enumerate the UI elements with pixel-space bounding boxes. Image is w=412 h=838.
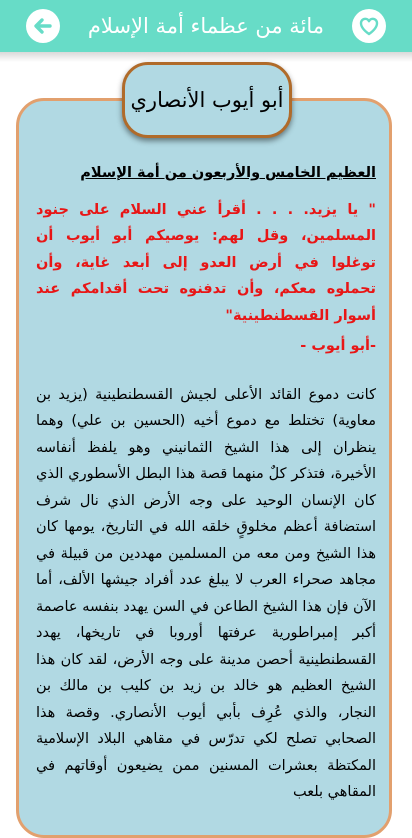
person-name-badge: أبو أيوب الأنصاري [122, 62, 292, 138]
quote-signature: -أبو أيوب - [300, 338, 376, 354]
app-bar [0, 0, 412, 52]
article-content [36, 160, 376, 806]
favorite-button[interactable] [352, 9, 386, 43]
article-heading: العظيم الخامس والأربعون من أمة الإسلام [80, 165, 376, 181]
app-title: مائة من عظماء أمة الإسلام [87, 14, 325, 38]
article-body: كانت دموع القائد الأعلى لجيش القسطنطينية (يزيد بن معاوية) تختلط مع دموع أخيه (الحسين بن علي) وهما ينظران إلى هذا الشيخ الثمانيني وهو يلفظ أنفاسه الأخيرة، فتذكر كلٌ منهما قصة هذا البطل الأسطوري الذي كان الإنسان الوحيد على وجه الأرض الذي نال شرف استضافة أعظم مخلوقٍ خلقه الله في التاريخ، يومها كان هذا الشيخ ومن معه من المسلمين مهددين من قبيلة في مجاهد صحراء العرب لا يبلغ عدد أفراد جيشها الألف، أما الآن فإن هذا الشيخ الطاعن في السن يهدد بنفسه عاصمة أكبر إمبراطورية عرفتها أوروبا في تاريخها، يهدد القسطنطينية أحصن مدينة على وجه الأرض، لقد كان هذا الشيخ العظيم هو خالد بن زيد بن كليب بن مالك بن النجار، والذي عُرِف بأبي أيوب الأنصاري. وقصة هذا الصحابي تصلح لكي تدرّس في مقاهي البلاد الإسلامية المكتظة بعشرات المسنين ممن يضيعون أوقاتهم في المقاهي بلعب [36, 386, 376, 800]
heart-icon [352, 9, 386, 43]
quote-text: " يا يزيد. . . . أقرأ عني السلام على جنود المسلمين، وقل لهم: يوصيكم أبو أيوب أن توغلوا في أرض العدو إلى أبعد غاية، وأن تحملوه معكم، وأن تدفنوه تحت أقدامكم عند أسوار القسطنطينية" [36, 201, 376, 324]
app-bar-shadow [0, 52, 412, 62]
